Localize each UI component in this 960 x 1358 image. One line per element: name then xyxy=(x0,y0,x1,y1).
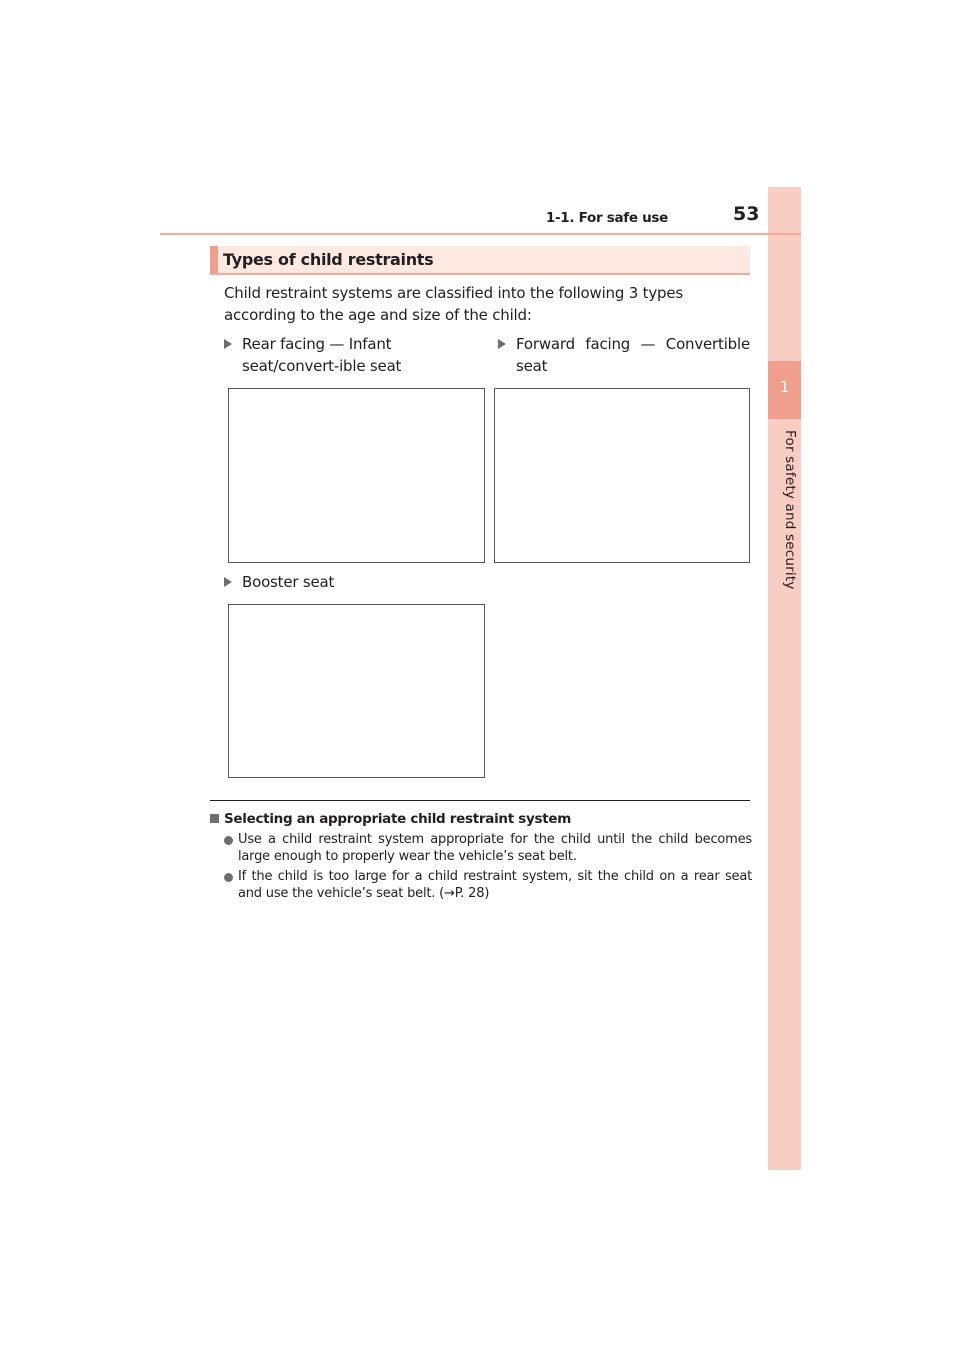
intro-paragraph: Child restraint systems are classified into the following 3 types according to the age and size of the child: xyxy=(224,284,683,324)
chapter-number-tab[interactable]: 1 xyxy=(768,361,801,419)
section-separator xyxy=(210,800,750,801)
triangle-bullet-icon xyxy=(498,339,506,349)
page-number: 53 xyxy=(733,203,760,225)
restraint-type-label: Rear facing — Infant seat/convert-ible seat xyxy=(242,335,402,375)
note-heading xyxy=(210,811,571,827)
section-title-underline xyxy=(210,273,750,275)
header-rule xyxy=(160,233,801,235)
running-header-section: 1-1. For safe use xyxy=(545,210,668,226)
circle-bullet-icon xyxy=(224,836,233,845)
note-bullet-text: If the child is too large for a child restraint system, sit the child on a rear seat and use the vehicle’s seat belt. (→P. 28) xyxy=(238,869,752,901)
restraint-type-label: Forward facing — Convertible seat xyxy=(516,335,750,375)
note-bullet xyxy=(224,869,752,903)
circle-bullet-icon xyxy=(224,873,233,882)
restraint-type-forward-facing xyxy=(498,333,750,377)
chapter-label: For safety and security xyxy=(782,430,798,590)
restraint-type-label: Booster seat xyxy=(242,573,335,591)
note-bullet-text: Use a child restraint system appropriate for the child until the child becomes large enough to properly wear the vehicle’s seat belt. xyxy=(238,832,752,864)
forward-facing-seat-illustration xyxy=(494,388,750,563)
restraint-type-rear-facing xyxy=(224,333,486,377)
section-title-accent xyxy=(210,246,218,273)
square-bullet-icon xyxy=(210,814,219,823)
triangle-bullet-icon xyxy=(224,339,232,349)
booster-seat-illustration xyxy=(228,604,485,778)
restraint-type-booster xyxy=(224,571,486,593)
side-tab-strip xyxy=(768,187,801,1170)
note-heading-text: Selecting an appropriate child restraint system xyxy=(224,811,572,827)
triangle-bullet-icon xyxy=(224,577,232,587)
note-bullet xyxy=(224,832,752,866)
rear-facing-seat-illustration xyxy=(228,388,485,563)
section-title: Types of child restraints xyxy=(223,250,434,269)
